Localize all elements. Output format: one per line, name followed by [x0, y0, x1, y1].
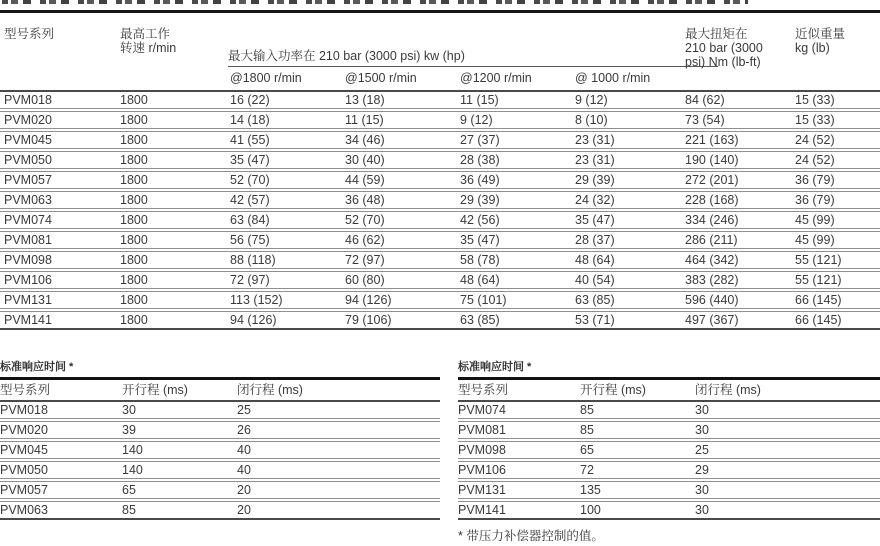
cell-power-1000: 8 (10) — [575, 113, 608, 127]
cell-power-1800: 42 (57) — [230, 193, 270, 207]
power-col-1000: @ 1000 r/min — [575, 71, 651, 85]
cell-power-1200: 36 (49) — [460, 173, 500, 187]
max-speed-line2: 转速 r/min — [120, 41, 177, 55]
cell-model: PVM081 — [4, 233, 52, 247]
table-row — [0, 441, 440, 459]
hdr-model: 型号系列 — [458, 383, 509, 397]
cell-power-1800: 88 (118) — [230, 253, 276, 267]
cell-power-1800: 14 (18) — [230, 113, 270, 127]
table-row — [458, 461, 880, 479]
cell-model: PVM074 — [4, 213, 52, 227]
cell-power-1200: 9 (12) — [460, 113, 493, 127]
cell-power-1800: 56 (75) — [230, 233, 270, 247]
cell-model: PVM063 — [0, 503, 48, 517]
table-row — [0, 92, 880, 109]
table-row — [0, 211, 880, 229]
power-subheaders — [228, 71, 718, 85]
cell-off-stroke: 20 — [237, 503, 251, 517]
table-row — [0, 111, 880, 129]
cell-on-stroke: 85 — [580, 423, 594, 437]
response-left-headers — [0, 380, 440, 402]
cell-weight: 36 (79) — [795, 173, 835, 187]
cell-max-torque: 221 (163) — [685, 133, 739, 147]
cell-weight: 55 (121) — [795, 273, 842, 287]
response-table-right — [458, 361, 880, 544]
cell-power-1500: 46 (62) — [345, 233, 385, 247]
response-time-section — [0, 361, 880, 544]
col-header-weight — [795, 27, 845, 55]
cell-power-1500: 11 (15) — [345, 113, 384, 127]
table-row — [0, 171, 880, 189]
cell-off-stroke: 25 — [695, 443, 709, 457]
cell-model: PVM018 — [0, 403, 48, 417]
cell-model: PVM045 — [4, 133, 52, 147]
cell-weight: 66 (145) — [795, 293, 842, 307]
response-left-body — [0, 402, 440, 520]
cell-power-1000: 35 (47) — [575, 213, 615, 227]
cell-power-1800: 35 (47) — [230, 153, 270, 167]
cell-power-1000: 53 (71) — [575, 313, 615, 327]
cell-power-1200: 29 (39) — [460, 193, 500, 207]
cell-model: PVM020 — [4, 113, 52, 127]
cell-model: PVM106 — [4, 273, 52, 287]
cell-power-1500: 52 (70) — [345, 213, 385, 227]
col-header-power-group — [228, 49, 718, 85]
main-table-body — [0, 92, 880, 330]
table-row — [0, 311, 880, 330]
cell-model: PVM063 — [4, 193, 52, 207]
cell-max-torque: 383 (282) — [685, 273, 739, 287]
cell-power-1000: 9 (12) — [575, 93, 608, 107]
cell-model: PVM098 — [458, 443, 506, 457]
cell-model: PVM141 — [4, 313, 52, 327]
cell-max-speed: 1800 — [120, 273, 148, 287]
torque-line1: 最大扭矩在 — [685, 27, 748, 41]
cell-off-stroke: 40 — [237, 463, 251, 477]
cell-power-1200: 27 (37) — [460, 133, 500, 147]
cell-power-1500: 94 (126) — [345, 293, 392, 307]
cell-off-stroke: 30 — [695, 483, 709, 497]
max-speed-line1: 最高工作 — [120, 27, 171, 41]
response-right-title: 标准响应时间 * — [458, 361, 880, 380]
cell-max-speed: 1800 — [120, 233, 148, 247]
cell-off-stroke: 29 — [695, 463, 709, 477]
cell-weight: 15 (33) — [795, 93, 835, 107]
table-row — [0, 151, 880, 169]
cell-power-1200: 75 (101) — [460, 293, 507, 307]
cell-power-1500: 34 (46) — [345, 133, 385, 147]
cell-power-1500: 79 (106) — [345, 313, 392, 327]
cell-model: PVM020 — [0, 423, 48, 437]
cell-max-torque: 286 (211) — [685, 233, 738, 247]
cell-max-speed: 1800 — [120, 313, 148, 327]
cell-max-torque: 334 (246) — [685, 213, 739, 227]
cell-max-torque: 190 (140) — [685, 153, 739, 167]
cell-weight: 66 (145) — [795, 313, 842, 327]
cell-power-1500: 44 (59) — [345, 173, 385, 187]
cell-off-stroke: 25 — [237, 403, 251, 417]
cell-weight: 24 (52) — [795, 153, 835, 167]
power-group-title: 最大输入功率在 210 bar (3000 psi) kw (hp) — [228, 49, 718, 67]
cell-on-stroke: 39 — [122, 423, 136, 437]
cell-off-stroke: 30 — [695, 503, 709, 517]
table-row — [0, 402, 440, 419]
hdr-on-stroke: 开行程 (ms) — [580, 383, 646, 397]
cell-max-speed: 1800 — [120, 133, 148, 147]
cell-power-1000: 23 (31) — [575, 153, 615, 167]
cell-off-stroke: 26 — [237, 423, 251, 437]
response-right-headers — [458, 380, 880, 402]
cell-power-1200: 63 (85) — [460, 313, 500, 327]
cell-on-stroke: 135 — [580, 483, 601, 497]
power-col-1200: @1200 r/min — [460, 71, 532, 85]
cell-power-1800: 16 (22) — [230, 93, 270, 107]
power-col-1800: @1800 r/min — [230, 71, 302, 85]
cell-model: PVM141 — [458, 503, 506, 517]
cell-power-1000: 23 (31) — [575, 133, 615, 147]
cell-power-1200: 28 (38) — [460, 153, 500, 167]
cell-power-1000: 29 (39) — [575, 173, 615, 187]
cell-on-stroke: 85 — [580, 403, 594, 417]
response-left-title: 标准响应时间 * — [0, 361, 440, 380]
cell-on-stroke: 65 — [580, 443, 594, 457]
table-row — [0, 271, 880, 289]
cell-model: PVM081 — [458, 423, 506, 437]
table-row — [0, 481, 440, 499]
weight-line1: 近似重量 — [795, 27, 846, 41]
cell-on-stroke: 140 — [122, 443, 143, 457]
cell-model: PVM057 — [4, 173, 52, 187]
cell-power-1000: 48 (64) — [575, 253, 615, 267]
table-row — [458, 441, 880, 459]
cell-power-1800: 41 (55) — [230, 133, 270, 147]
compensator-footnote: * 带压力补偿器控制的值。 — [458, 529, 604, 543]
cell-power-1000: 40 (54) — [575, 273, 615, 287]
main-table-header — [0, 13, 880, 92]
cell-model: PVM131 — [458, 483, 506, 497]
cell-max-speed: 1800 — [120, 213, 148, 227]
cell-weight: 15 (33) — [795, 113, 835, 127]
table-row — [458, 402, 880, 419]
table-row — [0, 231, 880, 249]
cell-power-1000: 28 (37) — [575, 233, 615, 247]
cell-model: PVM106 — [458, 463, 506, 477]
table-row — [458, 421, 880, 439]
cell-max-speed: 1800 — [120, 173, 148, 187]
cell-model: PVM050 — [0, 463, 48, 477]
cell-on-stroke: 72 — [580, 463, 594, 477]
clipped-text-remnant — [2, 0, 748, 4]
cell-power-1800: 94 (126) — [230, 313, 277, 327]
cell-off-stroke: 40 — [237, 443, 251, 457]
cell-weight: 45 (99) — [795, 213, 835, 227]
cell-model: PVM018 — [4, 93, 52, 107]
power-col-1500: @1500 r/min — [345, 71, 417, 85]
weight-line2: kg (lb) — [795, 41, 830, 55]
cell-model: PVM057 — [0, 483, 48, 497]
cell-power-1200: 58 (78) — [460, 253, 500, 267]
cell-power-1500: 13 (18) — [345, 93, 385, 107]
table-row — [0, 501, 440, 520]
cell-max-torque: 84 (62) — [685, 93, 725, 107]
cell-max-speed: 1800 — [120, 293, 148, 307]
cell-max-torque: 228 (168) — [685, 193, 739, 207]
table-row — [458, 481, 880, 499]
cell-model: PVM074 — [458, 403, 506, 417]
cell-weight: 45 (99) — [795, 233, 835, 247]
cell-power-1500: 36 (48) — [345, 193, 385, 207]
cell-max-speed: 1800 — [120, 253, 148, 267]
cell-max-torque: 497 (367) — [685, 313, 739, 327]
cell-on-stroke: 85 — [122, 503, 136, 517]
cell-power-1200: 42 (56) — [460, 213, 500, 227]
cell-power-1000: 63 (85) — [575, 293, 615, 307]
cell-power-1200: 35 (47) — [460, 233, 500, 247]
table-row — [0, 421, 440, 439]
torque-line2: 210 bar (3000 — [685, 41, 763, 55]
cell-max-speed: 1800 — [120, 153, 148, 167]
table-row — [458, 501, 880, 520]
hdr-model: 型号系列 — [0, 383, 51, 397]
hdr-off-stroke: 闭行程 (ms) — [237, 383, 303, 397]
cell-max-speed: 1800 — [120, 113, 148, 127]
cell-power-1500: 60 (80) — [345, 273, 385, 287]
cell-power-1800: 72 (97) — [230, 273, 270, 287]
cell-power-1200: 48 (64) — [460, 273, 500, 287]
cell-power-1000: 24 (32) — [575, 193, 615, 207]
col-header-max-torque — [685, 27, 763, 69]
cell-power-1200: 11 (15) — [460, 93, 499, 107]
cell-on-stroke: 100 — [580, 503, 601, 517]
cell-on-stroke: 30 — [122, 403, 136, 417]
cell-model: PVM045 — [0, 443, 48, 457]
cell-model: PVM098 — [4, 253, 52, 267]
table-row — [0, 461, 440, 479]
cell-off-stroke: 30 — [695, 403, 709, 417]
cell-max-speed: 1800 — [120, 193, 148, 207]
hdr-off-stroke: 闭行程 (ms) — [695, 383, 761, 397]
cell-max-torque: 272 (201) — [685, 173, 739, 187]
cell-power-1800: 52 (70) — [230, 173, 270, 187]
col-header-max-speed — [120, 27, 176, 55]
cell-model: PVM131 — [4, 293, 52, 307]
cell-power-1800: 63 (84) — [230, 213, 270, 227]
hdr-on-stroke: 开行程 (ms) — [122, 383, 188, 397]
cell-power-1500: 30 (40) — [345, 153, 385, 167]
response-right-body — [458, 402, 880, 520]
cell-max-torque: 464 (342) — [685, 253, 739, 267]
table-row — [0, 191, 880, 209]
col-header-model-series: 型号系列 — [4, 27, 55, 41]
cell-max-torque: 73 (54) — [685, 113, 725, 127]
cell-off-stroke: 30 — [695, 423, 709, 437]
table-row — [0, 251, 880, 269]
torque-line3: psi) Nm (lb-ft) — [685, 55, 761, 69]
cell-power-1800: 113 (152) — [230, 293, 283, 307]
cell-off-stroke: 20 — [237, 483, 251, 497]
cell-max-speed: 1800 — [120, 93, 148, 107]
cell-weight: 36 (79) — [795, 193, 835, 207]
response-table-left — [0, 361, 440, 544]
table-row — [0, 291, 880, 309]
cell-on-stroke: 140 — [122, 463, 143, 477]
cell-weight: 55 (121) — [795, 253, 842, 267]
cell-power-1500: 72 (97) — [345, 253, 385, 267]
cell-model: PVM050 — [4, 153, 52, 167]
cell-max-torque: 596 (440) — [685, 293, 739, 307]
cell-weight: 24 (52) — [795, 133, 835, 147]
table-row — [0, 131, 880, 149]
cell-on-stroke: 65 — [122, 483, 136, 497]
